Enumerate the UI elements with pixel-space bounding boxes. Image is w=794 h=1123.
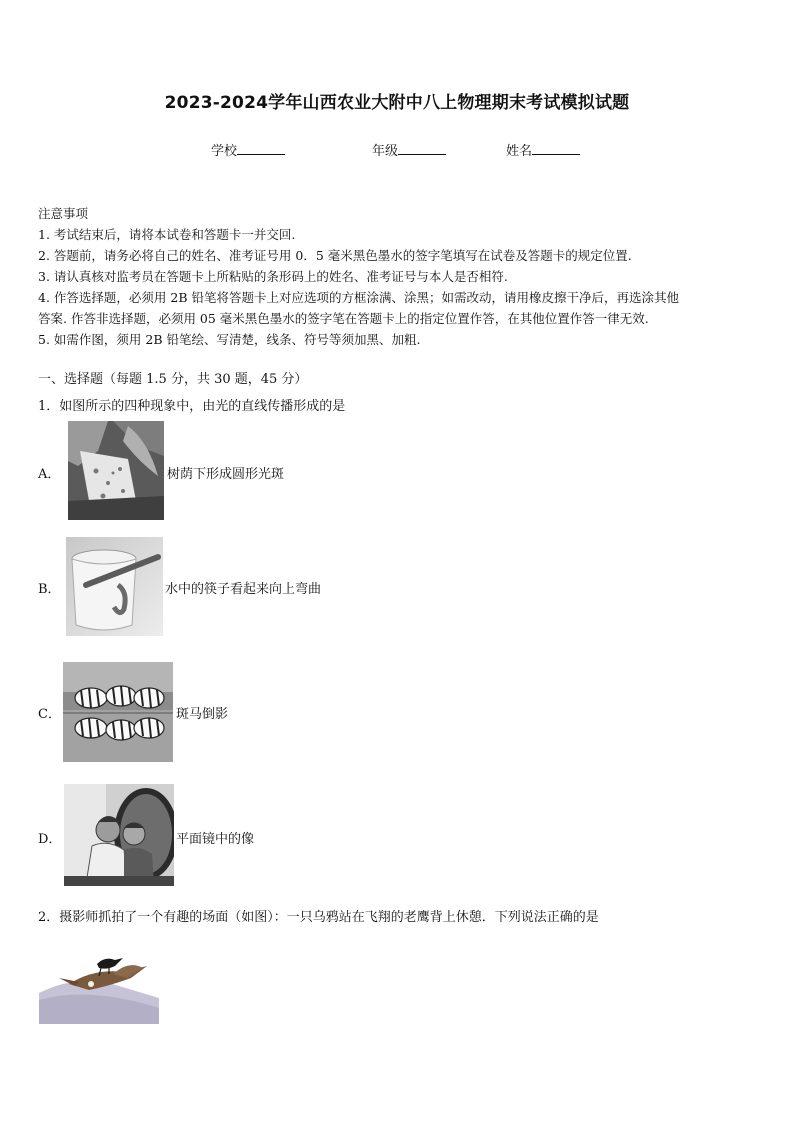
school-field xyxy=(211,140,285,159)
question-2-stem: 2．摄影师抓拍了一个有趣的场面（如图）：一只乌鸦站在飞翔的老鹰背上休憩．下列说法正确的是 xyxy=(38,910,599,925)
name-field xyxy=(506,140,580,159)
chopstick-in-water-photo-icon xyxy=(66,537,163,636)
option-c-text: 斑马倒影 xyxy=(176,707,229,722)
grade-blank[interactable] xyxy=(398,141,446,155)
note-item: 答案. 作答非选择题，必须用 05 毫米黑色墨水的签字笔在答题卡上的指定位置作答，在其他位置作答一律无效. xyxy=(38,311,649,326)
option-a-label: A． xyxy=(38,467,61,482)
zebra-reflection-photo-icon xyxy=(63,662,173,762)
grade-field xyxy=(372,140,446,159)
option-b-text: 水中的筷子看起来向上弯曲 xyxy=(165,582,322,597)
name-label: 姓名 xyxy=(506,144,533,159)
question-1-stem: 1．如图所示的四种现象中，由光的直线传播形成的是 xyxy=(38,399,346,414)
section-heading: 一、选择题（每题 1.5 分，共 30 题，45 分） xyxy=(38,372,308,387)
option-c-label: C． xyxy=(38,707,61,722)
mirror-image-photo-icon xyxy=(64,784,174,886)
school-blank[interactable] xyxy=(237,141,285,155)
tree-shadow-light-spots-photo-icon xyxy=(68,421,164,520)
note-item: 5. 如需作图，须用 2B 铅笔绘、写清楚，线条、符号等须加黑、加粗. xyxy=(38,332,421,347)
note-item: 3. 请认真核对监考员在答题卡上所粘贴的条形码上的姓名、准考证号与本人是否相符. xyxy=(38,269,508,284)
option-b-label: B． xyxy=(38,582,61,597)
crow-on-eagle-photo-icon xyxy=(39,938,159,1024)
school-label: 学校 xyxy=(211,144,238,159)
grade-label: 年级 xyxy=(372,144,399,159)
note-item: 4. 作答选择题，必须用 2B 铅笔将答题卡上对应选项的方框涂满、涂黑；如需改动，请用橡皮擦干净后，再选涂其他 xyxy=(38,290,679,305)
option-a-text: 树荫下形成圆形光斑 xyxy=(167,467,285,482)
option-d-label: D． xyxy=(38,832,62,847)
name-blank[interactable] xyxy=(532,141,580,155)
option-d-text: 平面镜中的像 xyxy=(176,832,255,847)
notes-heading: 注意事项 xyxy=(38,206,89,221)
note-item: 1. 考试结束后，请将本试卷和答题卡一并交回. xyxy=(38,227,296,242)
page-title: 2023-2024学年山西农业大附中八上物理期末考试模拟试题 xyxy=(164,93,630,113)
notes-block xyxy=(38,203,763,350)
note-item: 2. 答题前，请务必将自己的姓名、准考证号用 0．5 毫米黑色墨水的签字笔填写在试卷及答题卡的规定位置. xyxy=(38,248,632,263)
